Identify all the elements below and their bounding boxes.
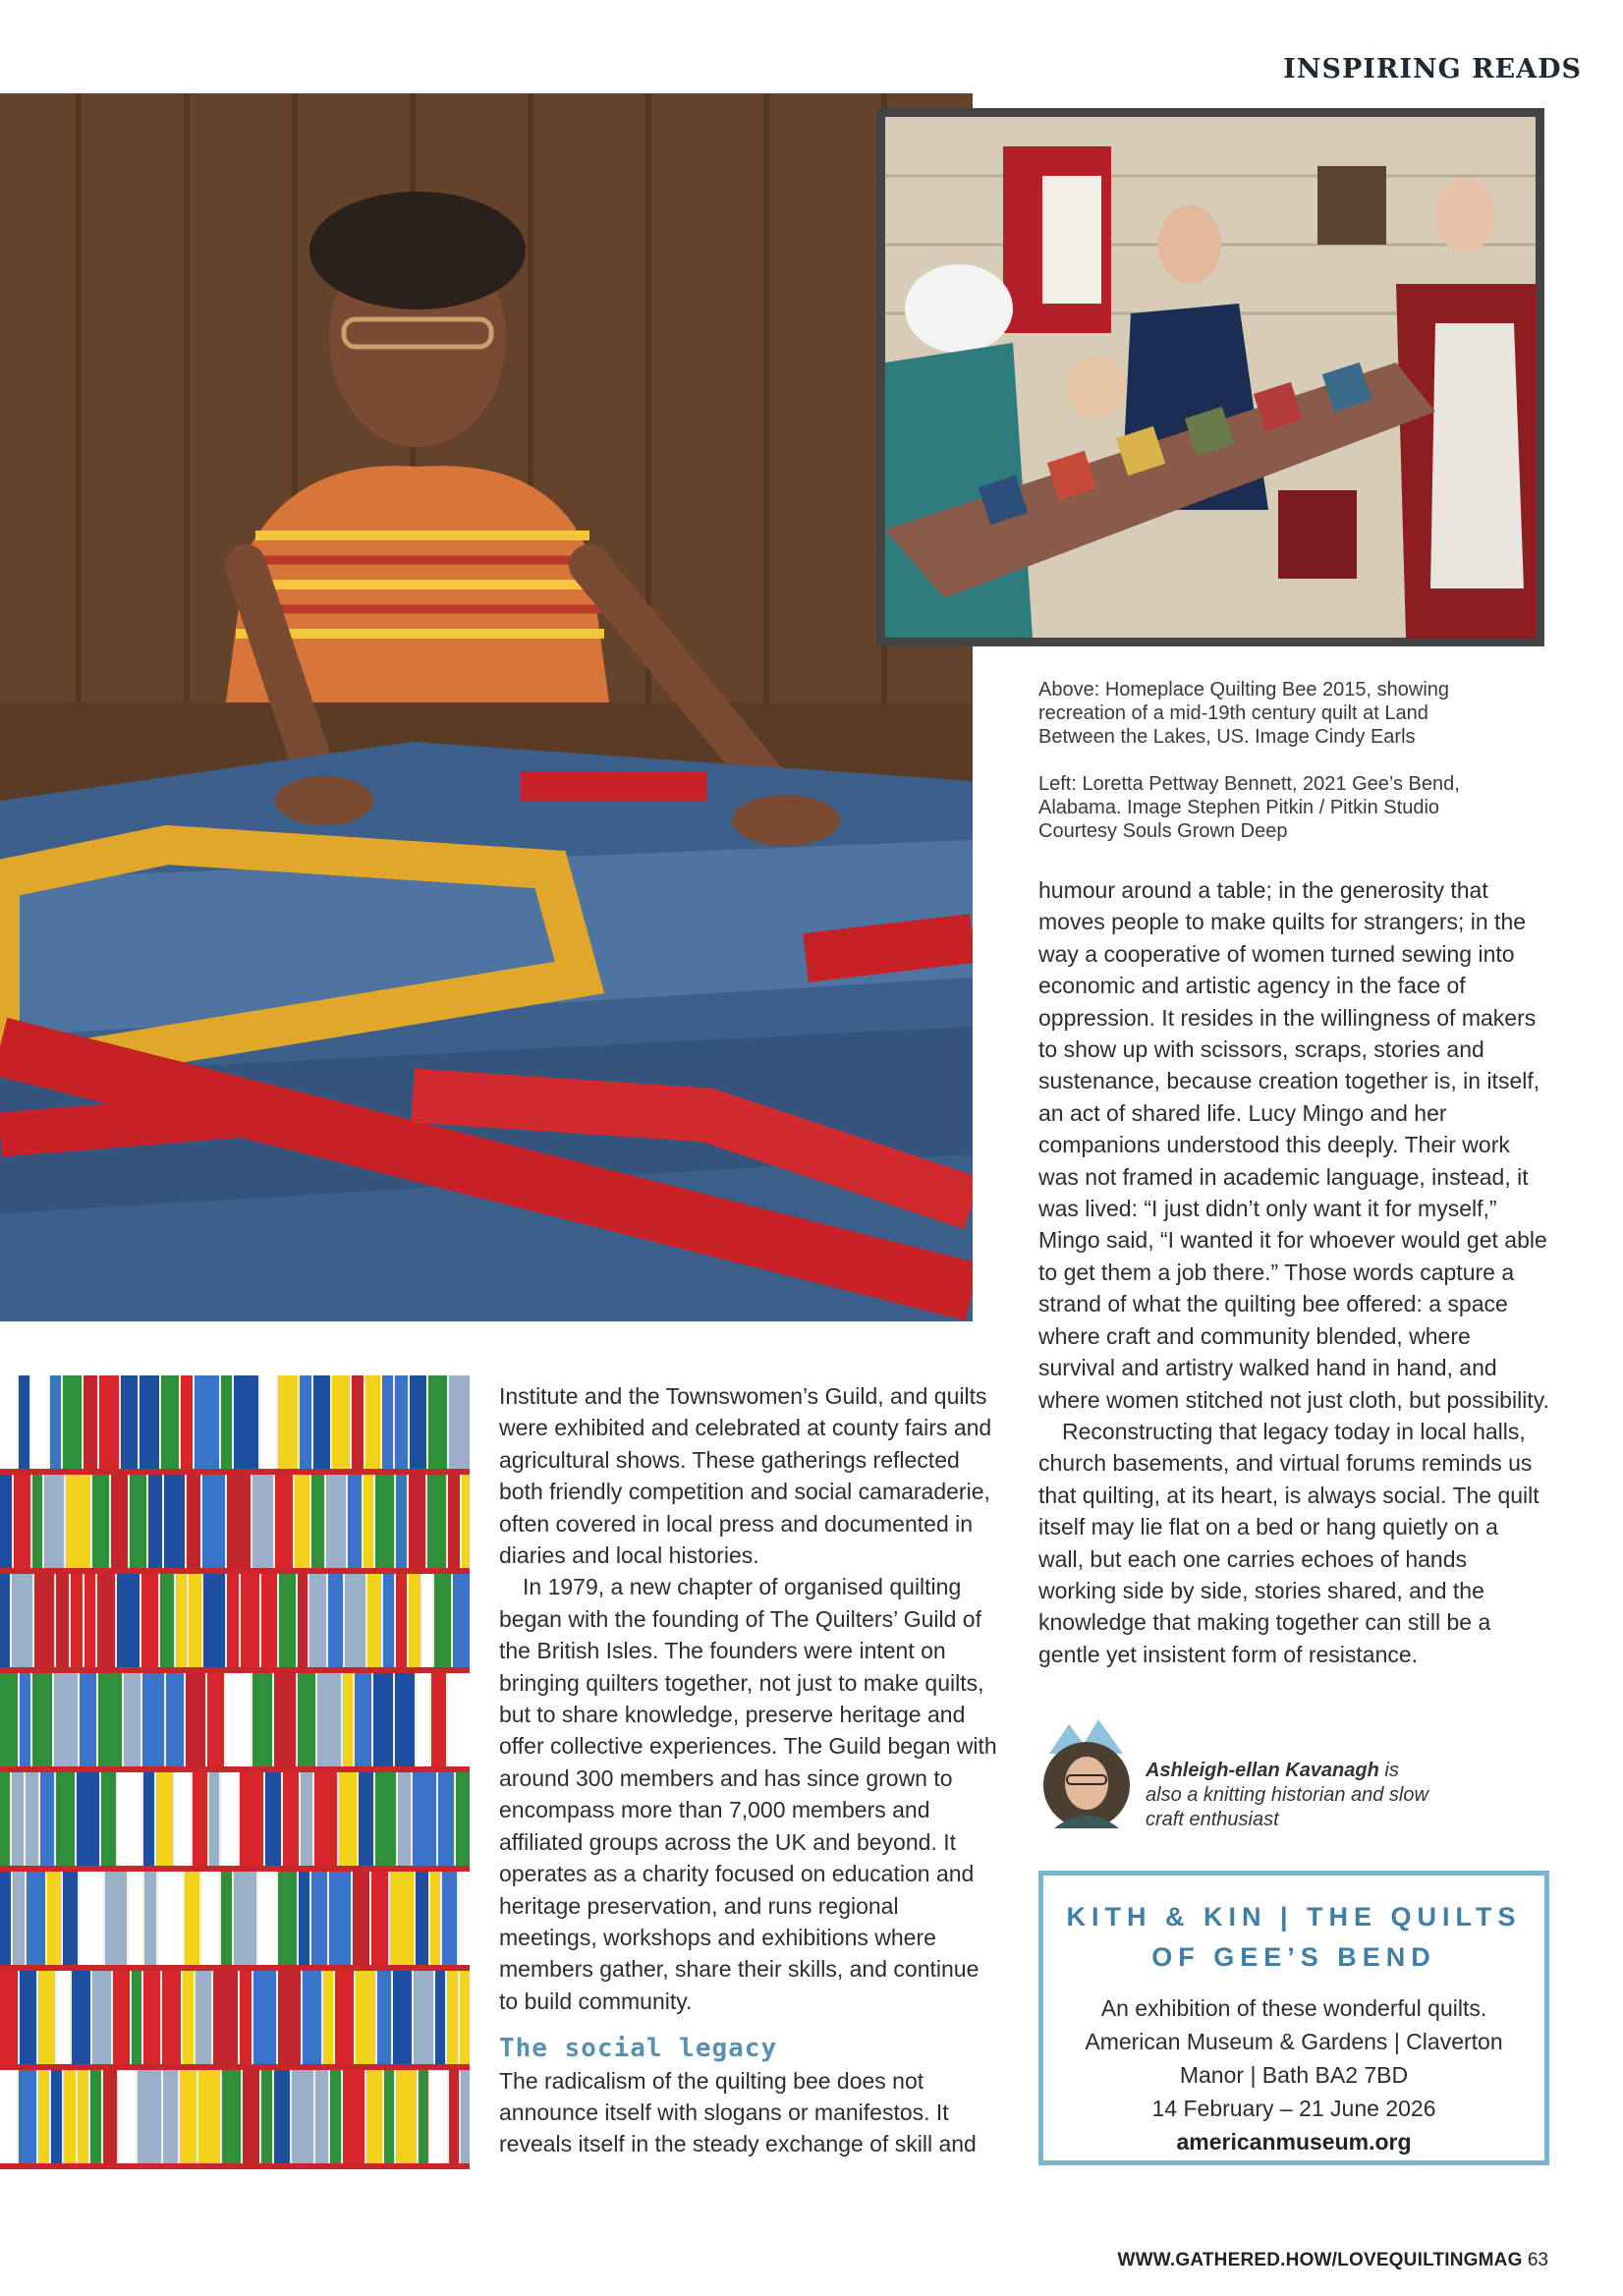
exhibition-url[interactable]: americanmuseum.org	[1176, 2129, 1412, 2155]
quilting-bee-photo	[876, 108, 1544, 646]
exhibition-line: An exhibition of these wonderful quilts.	[1100, 1995, 1487, 2021]
author-description: is also a knitting historian and slow craft enthusiast	[1146, 1760, 1428, 1830]
author-name: Ashleigh-ellan Kavanagh	[1146, 1760, 1379, 1781]
photo-caption-above: Above: Homeplace Quilting Bee 2015, showing recreation of a mid-19th century quilt at Land Between the Lakes, US. Image Cindy Earls	[1038, 679, 1450, 748]
body-paragraph: The radicalism of the quilting bee does not announce itself with slogans or manifestos. It reveals itself in the steady exchange of skill and	[499, 2067, 977, 2157]
author-avatar	[1039, 1714, 1134, 1832]
exhibition-dates: 14 February – 21 June 2026	[1151, 2096, 1436, 2121]
author-bio	[1146, 1759, 1440, 1832]
exhibition-line: American Museum & Gardens | Claverton	[1085, 2029, 1503, 2054]
strip-quilt-photo	[0, 1375, 470, 2169]
footer-url[interactable]: WWW.GATHERED.HOW/LOVEQUILTINGMAG	[1117, 2250, 1523, 2270]
page-footer	[1118, 2250, 1548, 2271]
exhibition-box	[1038, 1871, 1549, 2165]
exhibition-title-line: KITH & KIN | THE QUILTS	[1066, 1902, 1522, 1932]
section-label: INSPIRING READS	[1283, 54, 1582, 84]
subheading: The social legacy	[499, 2034, 778, 2064]
exhibition-title	[1043, 1897, 1544, 1978]
page-number: 63	[1527, 2250, 1548, 2270]
body-paragraph: Institute and the Townswomen’s Guild, and quilts were exhibited and celebrated at county fairs and agricultural shows. These gatherings reflected both friendly competition and social camaraderie, often covered in local press and documented in diaries and local histories.	[499, 1383, 992, 1569]
photo-caption-left: Left: Loretta Pettway Bennett, 2021 Gee’s Bend, Alabama. Image Stephen Pitkin / Pitkin Studio Courtesy Souls Grown Deep	[1038, 773, 1460, 842]
body-column-left	[499, 1380, 1002, 2160]
body-paragraph: Reconstructing that legacy today in local halls, church basements, and virtual forums reminds us that quilting, at its heart, is always social. The quilt itself may lie flat on a bed or hang quietly on a wall, but each one carries echoes of hands working side by side, stories shared, and the knowledge that making together can still be a gentle yet insistent form of resistance.	[1038, 1418, 1539, 1667]
body-paragraph: humour around a table; in the generosity that moves people to make quilts for strangers; in the way a cooperative of women turned sewing into economic and artistic agency in the face of oppression. It resides in the willingness of makers to show up with scissors, scraps, stories and sustenance, because creation together is, in itself, an act of shared life. Lucy Mingo and her companions understood this deeply. Their work was not framed in academic language, instead, it was lived: “I just didn’t only want it for myself,” Mingo said, “I wanted it for whoever would get able to get them a job there.” Those words capture a strand of what the quilting bee offered: a space where craft and community blended, where survival and artistry walked hand in hand, and where women stitched not just cloth, but possibility.	[1038, 877, 1549, 1413]
exhibition-title-line: OF GEE’S BEND	[1151, 1942, 1436, 1972]
exhibition-line: Manor | Bath BA2 7BD	[1179, 2062, 1409, 2088]
exhibition-details	[1043, 1991, 1544, 2158]
body-column-right	[1038, 874, 1549, 1670]
body-paragraph: In 1979, a new chapter of organised quilting began with the founding of The Quilters’ Guild of the British Isles. The founders were intent on bringing quilters together, not just to make quilts, but to share knowledge, preserve heritage and offer collective experiences. The Guild began with around 300 members and has since grown to encompass more than 7,000 members and affiliated groups across the UK and beyond. It operates as a charity focused on education and heritage preservation, and runs regional meetings, workshops and exhibitions where members gather, share their skills, and continue to build community.	[499, 1574, 997, 2014]
quilter-photo	[0, 93, 973, 1321]
